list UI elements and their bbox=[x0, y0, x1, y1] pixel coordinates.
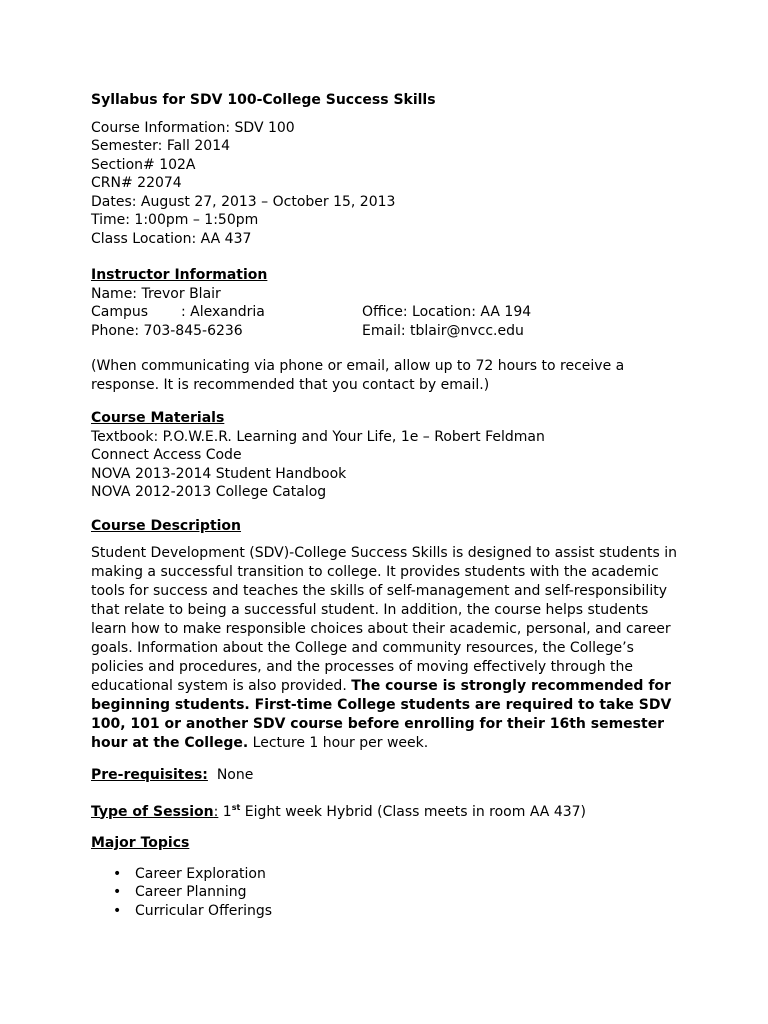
session-line bbox=[91, 803, 681, 822]
crn-line: CRN# 22074 bbox=[91, 175, 182, 191]
instructor-phone: Phone: 703-845-6236 bbox=[91, 322, 243, 339]
course-info-block bbox=[91, 119, 681, 249]
list-item: • Curricular Offerings bbox=[113, 902, 273, 919]
description-heading: Course Description bbox=[91, 517, 242, 534]
instructor-heading: Instructor Information bbox=[91, 267, 268, 283]
description-bold-text: The course is strongly recommended for beginning students. First-time College students are required to take SDV 100, 101 or another SDV course before enrolling for their 16th semester hour at the College. bbox=[91, 678, 672, 751]
campus-value: : Alexandria bbox=[181, 304, 265, 320]
session-label: Type of Session bbox=[91, 803, 214, 820]
time-line: Time: 1:00pm – 1:50pm bbox=[91, 212, 259, 228]
material-item: NOVA 2012-2013 College Catalog bbox=[91, 484, 327, 500]
description-text: Student Development (SDV)-College Success Skills is designed to assist students in making a successful transition to college. It provides students with the academic tools for success and teaches the skills of self-management and self-responsibility that relate to being a successful student. In addition, the course helps students learn how to make responsible choices about their academic, personal, and career goals. Information about the College and community resources, the College’s policies and procedures, and the processes of moving effectively through the educational system is also provided. bbox=[91, 545, 677, 694]
session-colon: : bbox=[213, 803, 219, 820]
campus-office-row bbox=[91, 303, 681, 322]
session-number: 1 bbox=[222, 803, 232, 820]
office-location: Office: Location: AA 194 bbox=[362, 304, 532, 320]
course-info-line: Course Information: SDV 100 bbox=[91, 119, 295, 136]
bullet-icon: • bbox=[113, 884, 122, 900]
dates-line: Dates: August 27, 2013 – October 15, 2013 bbox=[91, 193, 396, 210]
bullet-icon: • bbox=[113, 902, 122, 919]
prerequisites-line bbox=[91, 766, 681, 785]
class-location-line: Class Location: AA 437 bbox=[91, 230, 252, 247]
topics-list bbox=[91, 865, 681, 921]
session-ordinal: st bbox=[231, 802, 241, 812]
instructor-block bbox=[91, 266, 681, 340]
prerequisites-label: Pre-requisites: bbox=[91, 767, 208, 783]
bullet-icon: • bbox=[113, 865, 122, 882]
prerequisites-value: None bbox=[216, 767, 254, 783]
description-tail: Lecture 1 hour per week. bbox=[248, 735, 429, 751]
material-item: Connect Access Code bbox=[91, 447, 242, 463]
section-line: Section# 102A bbox=[91, 156, 196, 173]
material-item: NOVA 2013-2014 Student Handbook bbox=[91, 465, 347, 482]
description-paragraph bbox=[91, 544, 681, 753]
contact-note: (When communicating via phone or email, allow up to 72 hours to receive a response. It is recommended that you contact by email.) bbox=[91, 358, 625, 393]
list-item: • Career Exploration bbox=[113, 865, 266, 882]
materials-block bbox=[91, 409, 681, 502]
list-item: • Career Planning bbox=[113, 884, 247, 900]
session-value: Eight week Hybrid (Class meets in room AA 437) bbox=[240, 803, 587, 820]
campus-label: Campus bbox=[91, 304, 149, 320]
material-item: Textbook: P.O.W.E.R. Learning and Your Life, 1e – Robert Feldman bbox=[91, 428, 545, 445]
phone-email-row bbox=[91, 322, 681, 341]
syllabus-content bbox=[91, 91, 681, 920]
instructor-name: Name: Trevor Blair bbox=[91, 285, 221, 302]
semester-line: Semester: Fall 2014 bbox=[91, 138, 231, 154]
topics-heading: Major Topics bbox=[91, 835, 190, 851]
instructor-email: Email: tblair@nvcc.edu bbox=[362, 322, 524, 339]
materials-heading: Course Materials bbox=[91, 410, 225, 426]
document-title: Syllabus for SDV 100-College Success Skills bbox=[91, 92, 436, 108]
